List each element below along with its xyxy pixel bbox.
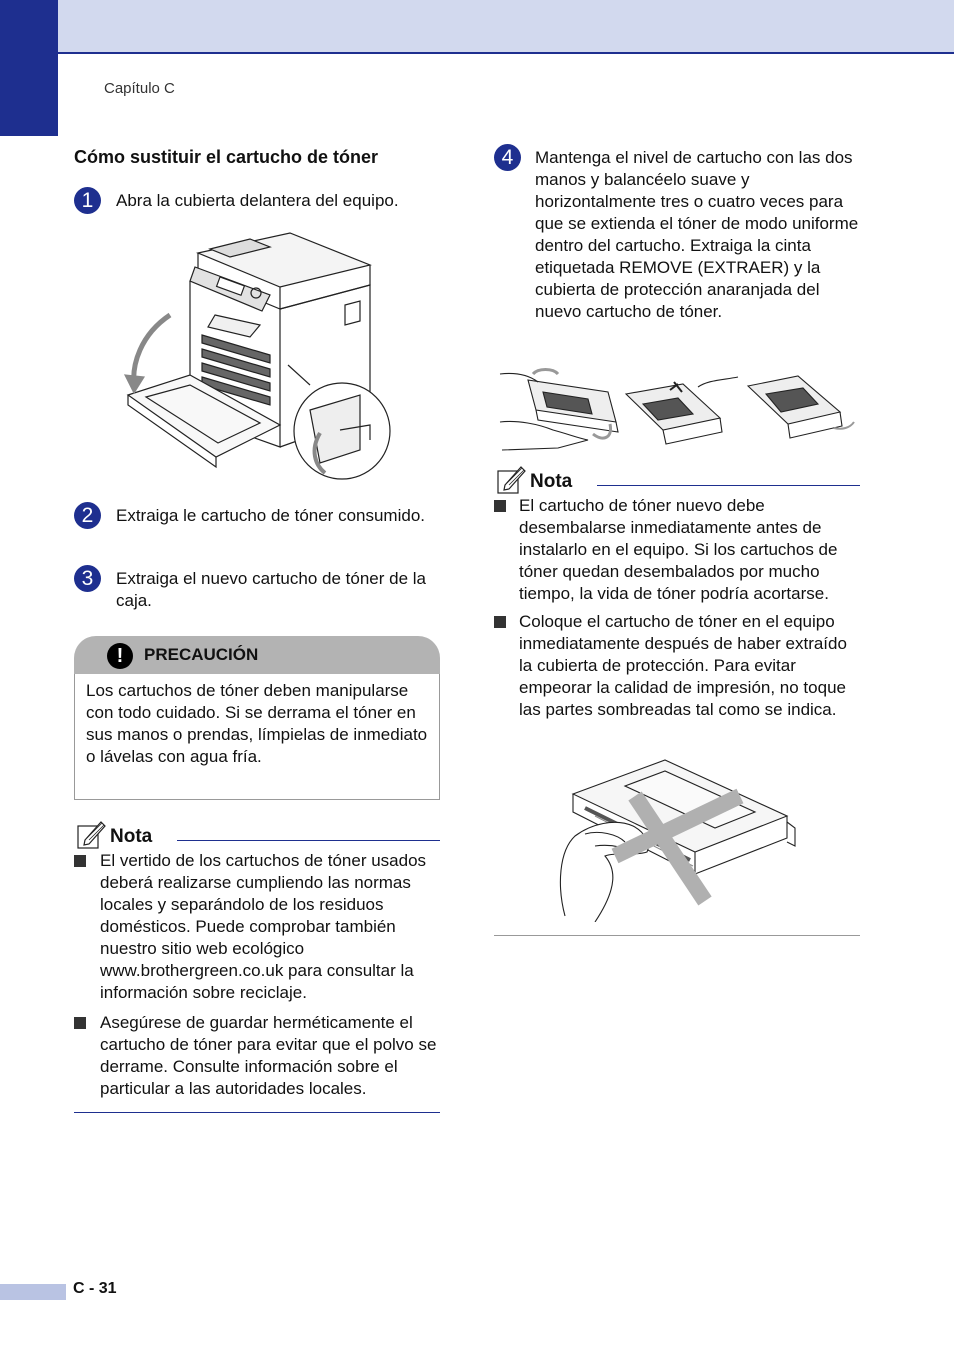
note-title: Nota — [530, 471, 573, 492]
bullet-square — [74, 1017, 86, 1029]
step-number: 1 — [74, 187, 101, 214]
step-number: 2 — [74, 502, 101, 529]
caution-text: Los cartuchos de tóner deben manipularse con todo cuidado. Si se derrama el tóner en sus manos o prendas, límpielas de inmediato o lávelas con agua fría. — [86, 681, 428, 766]
note-rule — [177, 840, 440, 841]
section-end-rule — [494, 935, 860, 936]
bullet-square — [494, 500, 506, 512]
caution-box — [74, 636, 440, 800]
bullet-square — [74, 855, 86, 867]
step-text: Extraiga le cartucho de tóner consumido. — [116, 506, 426, 525]
bullet-text: Asegúrese de guardar herméticamente el cartucho de tóner para evitar que el polvo se derrame. Consulte información sobre el particular a las autoridades locales. — [100, 1013, 437, 1098]
header-band — [0, 0, 954, 54]
step-text: Extraiga el nuevo cartucho de tóner de la caja. — [116, 569, 426, 610]
cartridge-shake-illustration — [498, 362, 860, 454]
step-text: Abra la cubierta delantera del equipo. — [116, 191, 399, 210]
caution-body — [74, 674, 440, 800]
chapter-tab — [0, 0, 58, 136]
note-rule — [597, 485, 860, 486]
bullet-text: El vertido de los cartuchos de tóner usados deberá realizarse cumpliendo las normas locales y separándolo de los residuos domésticos. Puede comprobar también nuestro sitio web ecológico www.brothergreen.co.uk para consultar la información sobre reciclaje. — [100, 851, 427, 1002]
note-end-rule — [74, 1112, 440, 1113]
note-header — [74, 818, 440, 850]
note-title: Nota — [110, 826, 153, 847]
bullet-text: El cartucho de tóner nuevo debe desembalarse inmediatamente antes de instalarlo en el equipo. Si los cartuchos de tóner quedan desembalados por mucho tiempo, la vida de tóner podría acortarse. — [519, 496, 838, 603]
step-number: 3 — [74, 565, 101, 592]
step-number: 4 — [494, 144, 521, 171]
bullet-square — [494, 616, 506, 628]
do-not-touch-cartridge-illustration — [555, 756, 800, 922]
section-title: Cómo sustituir el cartucho de tóner — [74, 147, 379, 167]
bullet-text: Coloque el cartucho de tóner en el equipo inmediatamente después de haber extraído la cubierta de protección. Para evitar empeorar la calidad de impresión, no toque las partes sombreadas tal como se indica. — [519, 612, 847, 719]
chapter-label: Capítulo C — [104, 80, 175, 97]
caution-header — [74, 636, 440, 674]
exclamation-icon: ! — [107, 643, 133, 669]
printer-open-cover-illustration — [120, 225, 392, 483]
note-header — [494, 463, 860, 495]
note-pencil-icon — [497, 463, 527, 495]
note-pencil-icon — [77, 818, 107, 850]
caution-title: PRECAUCIÓN — [144, 645, 259, 664]
step-text: Mantenga el nivel de cartucho con las dos manos y balancéelo suave y horizontalmente tres o cuatro veces para que se extienda el tóner de modo uniforme dentro del cartucho. Extraiga la cinta etiquetada REMOVE (EXTRAER) y la cubierta de protección anaranjada del nuevo cartucho de tóner. — [535, 148, 859, 321]
footer-band — [0, 1284, 66, 1300]
page-number: C - 31 — [73, 1280, 117, 1297]
